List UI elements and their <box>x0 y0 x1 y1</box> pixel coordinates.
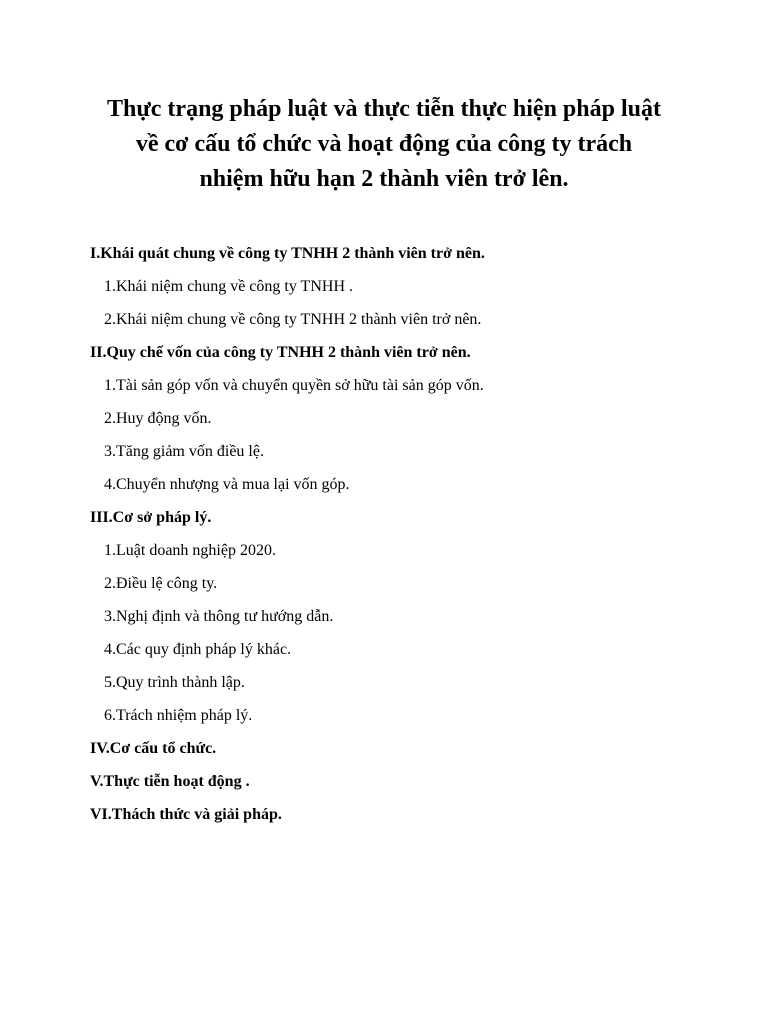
title-line: Thực trạng pháp luật và thực tiễn thực hiện pháp luật <box>107 96 661 122</box>
outline-item: 1.Khái niệm chung về công ty TNHH . <box>104 278 353 295</box>
outline-item: 4.Chuyển nhượng và mua lại vốn góp. <box>104 476 350 493</box>
outline-section: III.Cơ sở pháp lý. <box>90 509 212 526</box>
outline-item: 6.Trách nhiệm pháp lý. <box>104 707 253 724</box>
outline-section: VI.Thách thức và giải pháp. <box>90 806 282 823</box>
outline-item: 2.Huy động vốn. <box>104 410 212 427</box>
outline-section: I.Khái quát chung về công ty TNHH 2 thành viên trở nên. <box>90 245 485 262</box>
outline-item: 3.Nghị định và thông tư hướng dẫn. <box>104 608 334 625</box>
title-line: về cơ cấu tổ chức và hoạt động của công ty trách <box>135 131 633 157</box>
title-line: nhiệm hữu hạn 2 thành viên trở lên. <box>199 166 569 192</box>
outline-item: 1.Tài sản góp vốn và chuyển quyền sở hữu tài sản góp vốn. <box>104 377 484 394</box>
outline-item: 2.Điều lệ công ty. <box>104 575 218 592</box>
outline-section: IV.Cơ cấu tổ chức. <box>90 740 217 757</box>
outline-section: V.Thực tiễn hoạt động . <box>90 773 250 790</box>
outline-section: II.Quy chế vốn của công ty TNHH 2 thành viên trở nên. <box>90 344 471 361</box>
outline-item: 3.Tăng giảm vốn điều lệ. <box>104 443 264 460</box>
outline-item: 4.Các quy định pháp lý khác. <box>104 641 292 658</box>
page-title <box>64 92 704 197</box>
outline-item: 1.Luật doanh nghiệp 2020. <box>104 542 276 559</box>
outline-list <box>90 237 730 831</box>
outline-item: 5.Quy trình thành lập. <box>104 674 245 691</box>
outline-item: 2.Khái niệm chung về công ty TNHH 2 thành viên trở nên. <box>104 311 482 328</box>
